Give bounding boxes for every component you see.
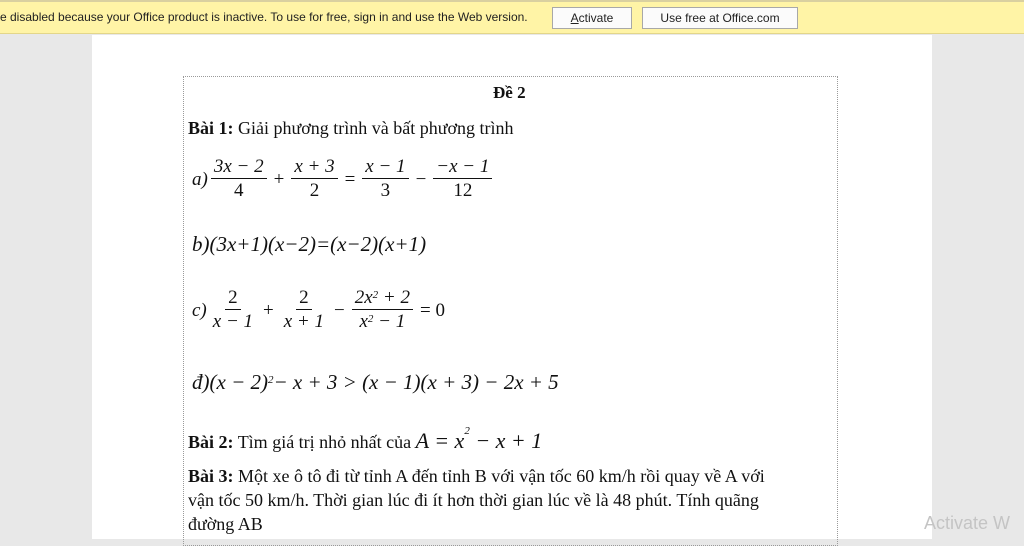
activate-label-rest: ctivate [578,11,614,25]
eq-a-op3: − [415,168,427,190]
equation-b: b)(3x+1)(x−2)=(x−2)(x+1) [192,232,427,256]
equation-c [192,287,449,334]
eq-d-exp: 2 [267,373,274,386]
eq-c-frac3 [352,287,413,334]
expr-a: A = x [415,428,465,453]
eq-c-frac2 [281,287,327,334]
bai1-label: Bài 1: [188,118,234,138]
bai3-line1 [188,466,765,487]
frac-den: x + 1 [283,311,325,332]
num-base: 2x [354,287,373,308]
eq-a-frac3 [362,156,408,203]
bai2-expr [415,425,543,453]
bar-top-border [0,0,1024,2]
bai1-heading [188,118,514,139]
den-rest: − 1 [373,311,406,332]
eq-a-frac2 [291,156,337,203]
bai1-text: Giải phương trình và bất phương trình [233,118,514,138]
bai2-text: Tìm giá trị nhỏ nhất của [233,432,416,452]
bai2-line [188,425,543,454]
expr-b: − x + 1 [469,428,543,453]
activate-windows-watermark: Activate W [924,513,1011,533]
eq-a-frac4 [433,156,492,203]
frac-num: −x − 1 [433,156,492,179]
frac-den: x − 1 [212,311,254,332]
activate-accelerator: A [570,11,579,25]
num-rest: + 2 [378,287,410,308]
equation-d [192,370,559,395]
eq-c-frac1 [210,287,256,334]
eq-c-prefix: c) [192,299,207,321]
frac-num: 2 [296,287,312,310]
frac-num: 3x − 2 [211,156,267,179]
equation-a [192,156,495,203]
den-base: x [359,311,368,332]
expr-exp: 2 [464,425,470,437]
bai3-line2: vận tốc 50 km/h. Thời gian lúc đi ít hơn thời gian lúc về là 48 phút. Tính quãng [188,490,759,510]
frac-den: 12 [453,180,473,201]
message-text: e disabled because your Office product is inactive. To use for free, sign in and use the Web version. [0,10,528,24]
frac-den: 3 [380,180,391,201]
office-inactive-message-bar [0,0,1024,34]
use-free-at-office-button[interactable]: Use free at Office.com [642,7,798,29]
activate-button[interactable] [552,7,632,29]
frac-den: 4 [233,180,244,201]
frac-num: x + 3 [291,156,337,179]
eq-a-frac1 [211,156,267,203]
eq-d-part2: − x + 3 > (x − 1)(x + 3) − 2x + 5 [273,370,559,394]
document-title: Đề 2 [493,83,526,102]
den-exp: 2 [367,313,374,325]
frac-den [356,310,408,334]
frac-num: x − 1 [362,156,408,179]
eq-c-op1: + [263,299,274,321]
frac-num: 2 [225,287,241,310]
num-exp: 2 [372,289,379,301]
bai3-text-1: Một xe ô tô đi từ tỉnh A đến tỉnh B với vận tốc 60 km/h rồi quay về A với [233,466,765,486]
bai3-line3: đường AB [188,514,263,534]
eq-c-op2: − [334,299,345,321]
frac-den: 2 [309,180,320,201]
bai2-label: Bài 2: [188,432,234,452]
eq-a-op2: = [344,168,356,190]
eq-c-rhs: = 0 [420,299,445,321]
eq-d-prefix: đ) [192,370,210,394]
eq-a-op1: + [273,168,285,190]
eq-d-part1: (x − 2) [209,370,268,394]
frac-num [352,287,413,310]
bai3-label: Bài 3: [188,466,234,486]
eq-a-prefix: a) [192,168,208,190]
